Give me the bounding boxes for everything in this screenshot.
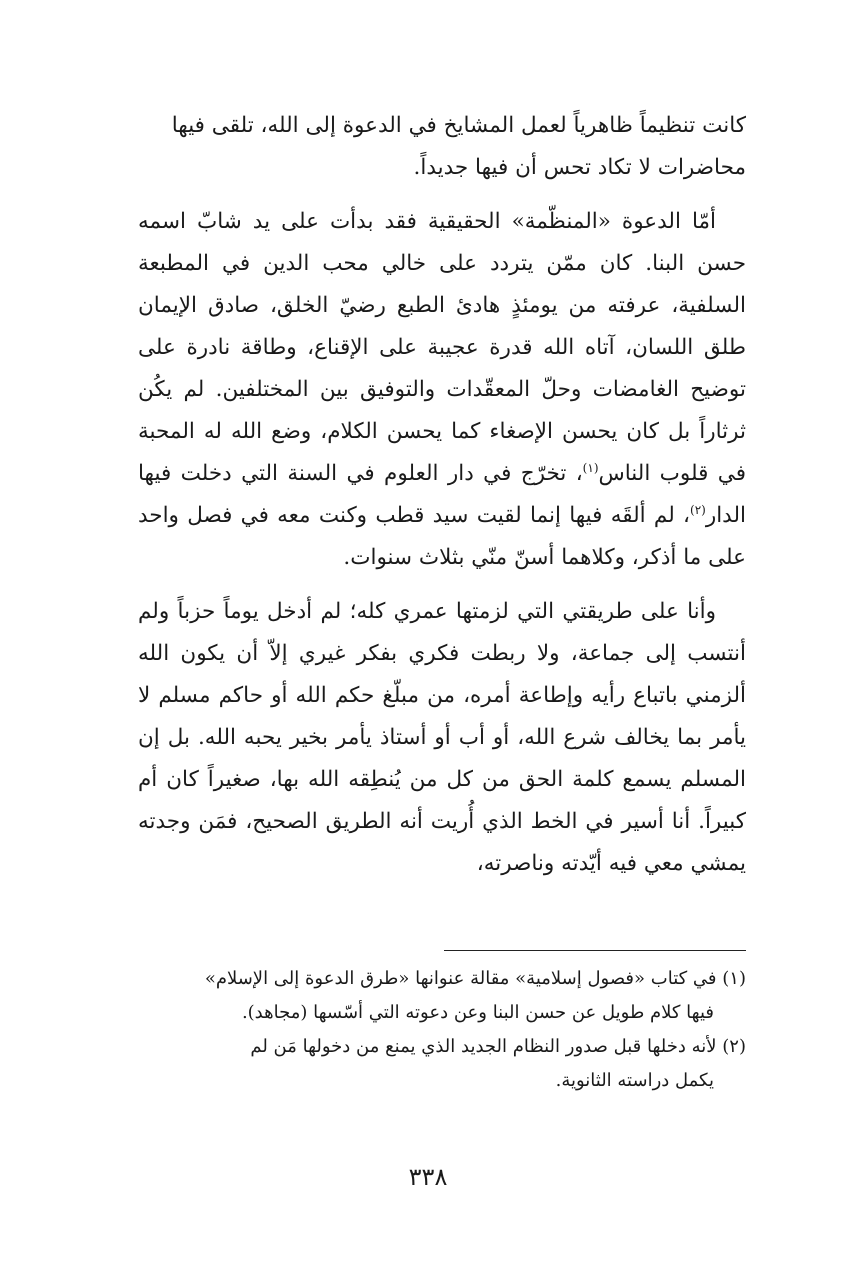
footnote-2-continuation: يكمل دراسته الثانوية. (555, 1070, 714, 1091)
footnote-1-line-1: في كتاب «فصول إسلامية» مقالة عنوانها «طرق الدعوة إلى الإسلام» (204, 968, 717, 989)
footnote-ref-2: (٢) (690, 502, 706, 517)
page-number: ٣٣٨ (408, 1163, 448, 1191)
footnote-1-continuation: فيها كلام طويل عن حسن البنا وعن دعوته التي أسّسها (مجاهد). (241, 1002, 714, 1023)
paragraph-1 (138, 105, 746, 189)
paragraph-2 (138, 201, 746, 579)
footnote-1 (138, 962, 746, 996)
footnote-ref-1: (١) (582, 460, 599, 475)
footnotes (138, 962, 746, 1098)
paragraph-1-line-2: محاضرات لا تكاد تحس أن فيها جديداً. (413, 155, 746, 180)
footnote-2-marker: (٢) (722, 1036, 746, 1057)
footnote-separator (444, 950, 746, 951)
main-text (138, 105, 746, 885)
paragraph-2-text-b: ، تخرّج في دار العلوم في السنة التي دخلت فيها الدار (138, 461, 746, 528)
footnote-1-marker: (١) (722, 968, 746, 989)
footnote-2-line-1: لأنه دخلها قبل صدور النظام الجديد الذي يمنع من دخولها مَن لم (250, 1036, 717, 1057)
paragraph-3: وأنا على طريقتي التي لزمتها عمري كله؛ لم أدخل يوماً حزباً ولم أنتسب إلى جماعة، ولا ربطت فكري بفكر غيري إلاّ أن يكون الله ألزمني باتباع رأيه وإطاعة أمره، من مبلّغ حكم الله أو حاكم مسلم لا يأمر بما يخالف شرع الله، أو أب أو أستاذ يأمر بخير يحبه الله. بل إن المسلم يسمع كلمة الحق من كل من يُنطِقه الله بها، صغيراً كان أم كبيراً. أنا أسير في الخط الذي أُريت أنه الطريق الصحيح، فمَن وجدته يمشي معي فيه أيّدته وناصرته، (138, 599, 746, 876)
footnote-2 (138, 1030, 746, 1064)
paragraph-2-text-c: ، لم ألقَه فيها إنما لقيت سيد قطب وكنت معه في فصل واحد على ما أذكر، وكلاهما أسنّ منّي بثلاث سنوات. (138, 503, 746, 570)
paragraph-2-text-a: أمّا الدعوة «المنظّمة» الحقيقية فقد بدأت على يد شابّ اسمه حسن البنا. كان ممّن يتردد على خالي محب الدين في المطبعة السلفية، عرفته من يومئذٍ هادئ الطبع رضيّ الخلق، صادق الإيمان طلق اللسان، آتاه الله قدرة عجيبة على الإقناع، وطاقة نادرة على توضيح الغامضات وحلّ المعقّدات والتوفيق بين المختلفين. لم يكُن ثرثاراً بل كان يحسن الإصغاء كما يحسن الكلام، وضع الله له المحبة في قلوب الناس (138, 209, 747, 486)
paragraph-1-line-1: كانت تنظيماً ظاهرياً لعمل المشايخ في الدعوة إلى الله، تلقى فيها (171, 113, 746, 138)
